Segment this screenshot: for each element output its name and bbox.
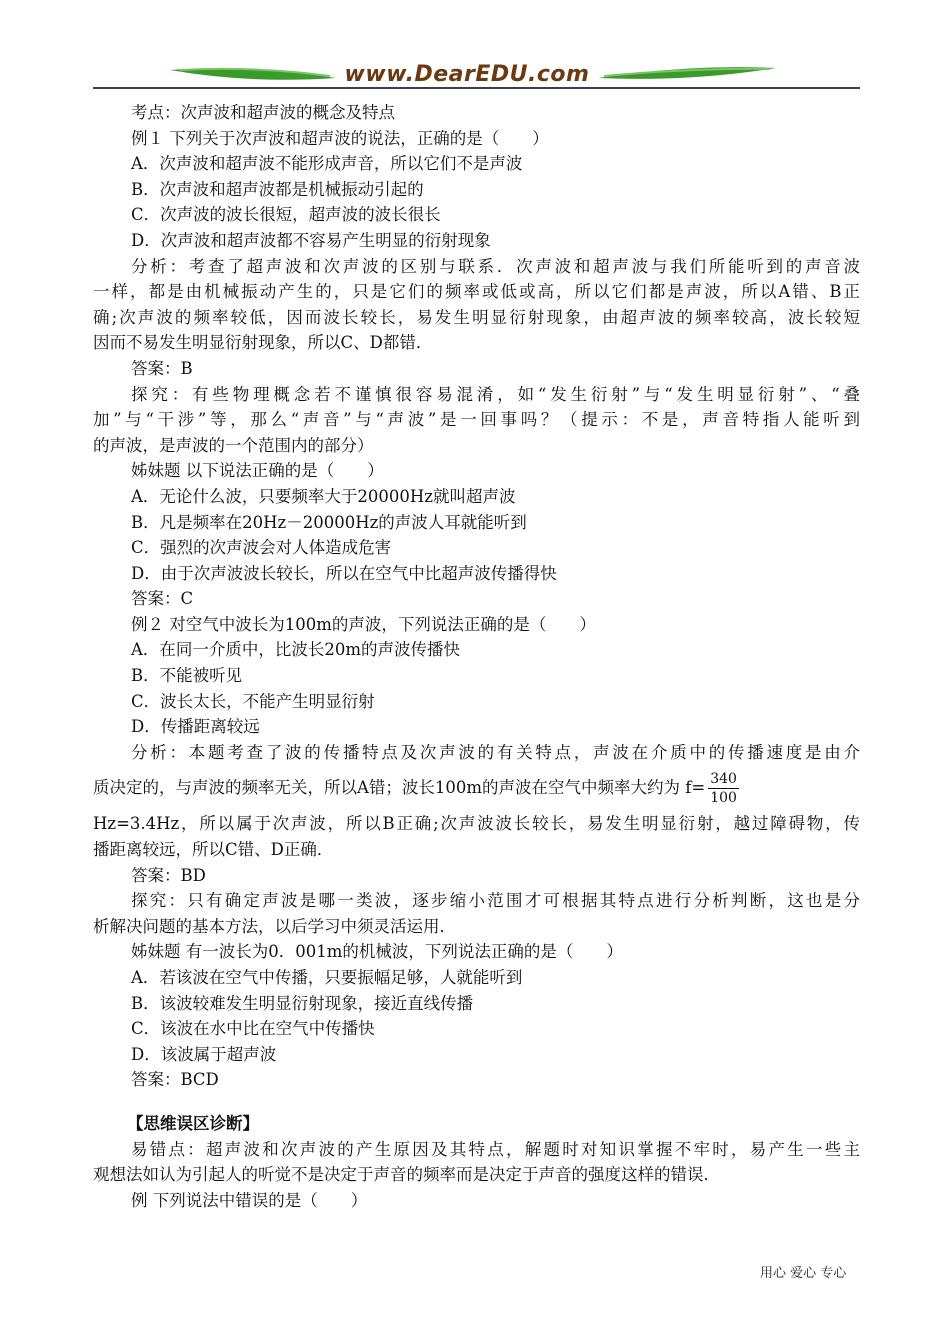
answer-line: 答案：BD xyxy=(131,865,206,885)
text-line: C．次声波的波长很短，超声波的波长很长 xyxy=(131,205,441,225)
text-line: A．无论什么波，只要频率大于20000Hz就叫超声波 xyxy=(131,486,516,506)
text-line: 观想法如认为引起人的听觉不是决定于声音的频率而是决定于声音的强度这样的错误． xyxy=(93,1165,720,1185)
spacer xyxy=(93,1093,860,1111)
page-footer: 用心 爱心 专心 xyxy=(760,1266,847,1281)
text-line: D．次声波和超声波都不容易产生明显的衍射现象 xyxy=(131,230,491,250)
text-line: 析解决问题的基本方法，以后学习中须灵活运用． xyxy=(93,916,456,936)
text-line: 例２ 对空气中波长为100m的声波，下列说法正确的是（ ） xyxy=(131,614,596,634)
text-line: 因而不易发生明显衍射现象，所以C、D都错． xyxy=(93,333,433,353)
formula-line xyxy=(93,765,860,811)
text-line: 探究：只有确定声波是哪一类波，逐步缩小范围才可根据其特点进行分析判断，这也是分 xyxy=(131,891,860,911)
fraction-numerator: 340 xyxy=(710,771,737,788)
text-line: B．该波较难发生明显衍射现象，接近直线传播 xyxy=(131,993,474,1013)
text-line: 确;次声波的频率较低，因而波长较长，易发生明显衍射现象，由超声波的频率较高，波长较短 xyxy=(93,307,860,327)
answer-line: 答案：BCD xyxy=(131,1070,219,1090)
text-line: B．次声波和超声波都是机械振动引起的 xyxy=(131,179,424,199)
text-line: D．该波属于超声波 xyxy=(131,1044,277,1064)
text-line: B．凡是频率在20Hz－20000Hz的声波人耳就能听到 xyxy=(131,512,527,532)
frequency-fraction xyxy=(708,770,739,807)
answer-line: 答案：B xyxy=(131,358,193,378)
text-line: 探究：有些物理概念若不谨慎很容易混淆，如“发生衍射”与“发生明显衍射”、“叠 xyxy=(131,384,860,404)
text-line: 姊妹题 有一波长为0．001m的机械波，下列说法正确的是（ ） xyxy=(131,942,623,962)
text-line: C．该波在水中比在空气中传播快 xyxy=(131,1019,375,1039)
text-line: 考点：次声波和超声波的概念及特点 xyxy=(131,103,395,122)
text-line: Hz=3.4Hz，所以属于次声波，所以B正确;次声波波长较长，易发生明显衍射，越过障碍物，传 xyxy=(93,814,860,834)
text-line: 例 下列说法中错误的是（ ） xyxy=(131,1190,368,1210)
text-line: 分析：考查了超声波和次声波的区别与联系．次声波和超声波与我们所能听到的声音波 xyxy=(131,256,860,276)
text-line: 易错点：超声波和次声波的产生原因及其特点，解题时对知识掌握不牢时，易产生一些主 xyxy=(131,1139,860,1159)
text-line: 的声波，是声波的一个范围内的部分） xyxy=(93,435,374,455)
text-line: B．不能被听见 xyxy=(131,666,243,686)
text-line: D．由于次声波波长较长，所以在空气中比超声波传播得快 xyxy=(131,563,557,583)
fraction-denominator: 100 xyxy=(710,790,737,807)
text-line: 加”与“干涉”等，那么“声音”与“声波”是一回事吗？（提示：不是，声音特指人能听到 xyxy=(93,410,860,430)
section-title: 【思维误区诊断】 xyxy=(127,1113,259,1133)
text-line: D．传播距离较远 xyxy=(131,717,260,737)
text-line: A．若该波在空气中传播，只要振幅足够，人就能听到 xyxy=(131,968,523,987)
text-line: 姊妹题 以下说法正确的是（ ） xyxy=(131,461,384,481)
document-body xyxy=(93,100,860,1213)
text-line: C．强烈的次声波会对人体造成危害 xyxy=(131,538,392,558)
formula-line-text: 质决定的，与声波的频率无关，所以A错；波长100m的声波在空气中频率大约为 f= xyxy=(93,778,706,798)
text-line: 播距离较远，所以C错、D正确． xyxy=(93,840,334,860)
text-line: C．波长太长，不能产生明显衍射 xyxy=(131,691,375,711)
text-line: A．在同一介质中，比波长20m的声波传播快 xyxy=(131,640,461,660)
text-line: A．次声波和超声波不能形成声音，所以它们不是声波 xyxy=(131,154,523,174)
text-line: 分析：本题考查了波的传播特点及次声波的有关特点，声波在介质中的传播速度是由介 xyxy=(131,742,860,762)
site-logo[interactable]: www.DearEDU.com xyxy=(344,62,590,87)
page-header xyxy=(0,0,950,96)
text-line: 例１ 下列关于次声波和超声波的说法，正确的是（ ） xyxy=(131,128,549,148)
answer-line: 答案：C xyxy=(131,589,194,609)
text-line: 一样，都是由机械振动产生的，只是它们的频率或低或高，所以它们都是声波，所以A错、B正 xyxy=(93,282,860,302)
